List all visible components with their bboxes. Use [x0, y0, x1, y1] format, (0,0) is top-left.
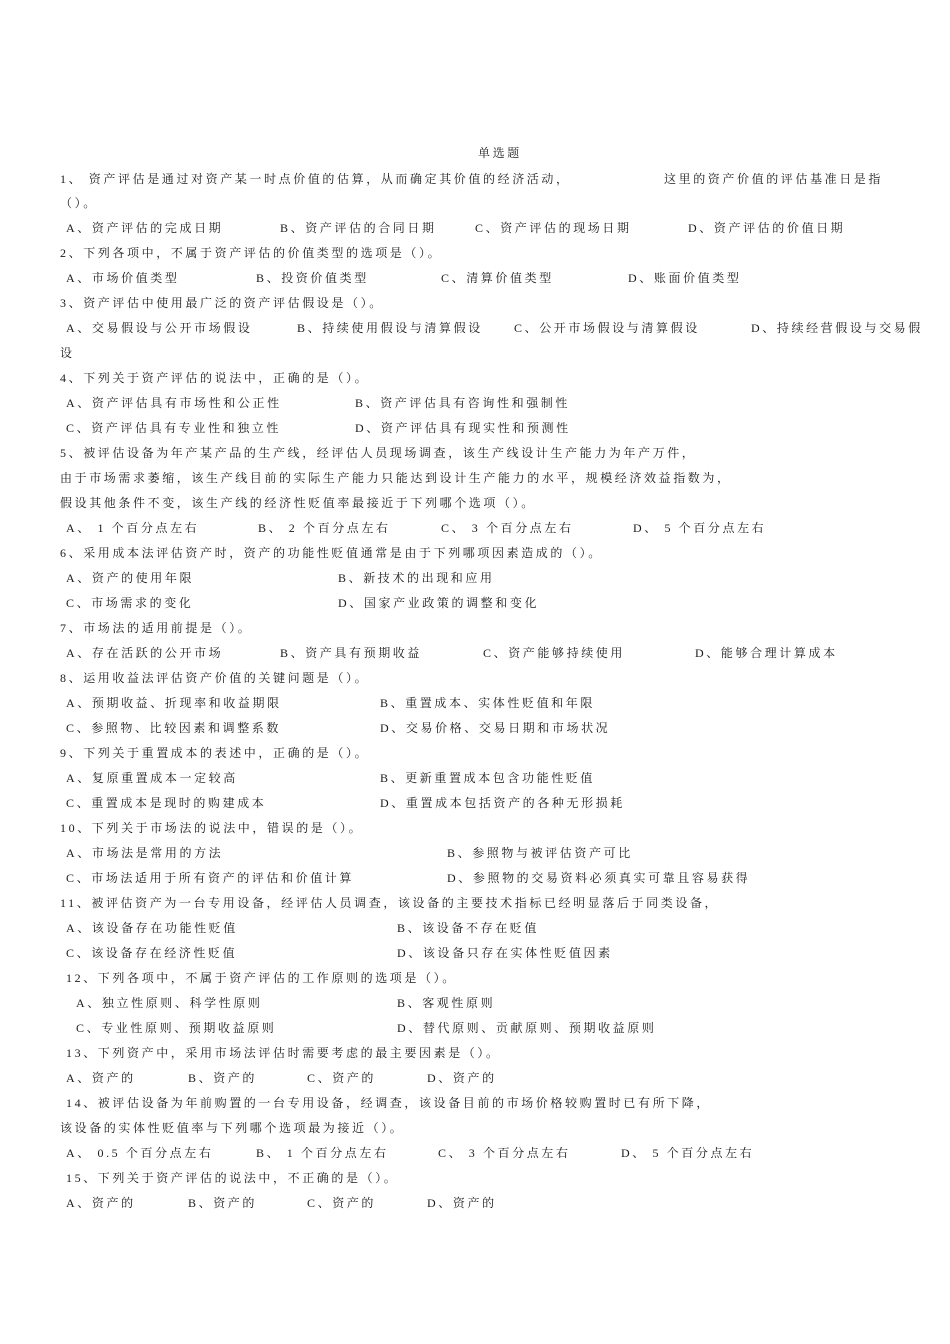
question-3-option-b: B、持续使用假设与清算假设	[297, 321, 483, 335]
question-9-stem: 9、下列关于重置成本的表述中，正确的是（）。	[60, 746, 370, 760]
question-5-stem-line-1: 5、被评估设备为年产某产品的生产线，经评估人员现场调查，该生产线设计生产能力为年产万件，	[60, 446, 697, 460]
question-11-option-b: B、该设备不存在贬值	[397, 921, 540, 935]
question-11-option-a: A、该设备存在功能性贬值	[66, 921, 238, 935]
question-4-option-a: A、资产评估具有市场性和公正性	[66, 396, 282, 410]
question-11-stem: 11、被评估资产为一台专用设备，经评估人员调查，该设备的主要技术指标已经明显落后于同类设备，	[60, 896, 720, 910]
question-11-option-d: D、该设备只存在实体性贬值因素	[397, 946, 613, 960]
question-2-stem: 2、下列各项中，不属于资产评估的价值类型的选项是（）。	[60, 246, 443, 260]
question-14-stem-line-2: 该设备的实体性贬值率与下列哪个选项最为接近（）。	[60, 1121, 405, 1135]
question-1-option-a: A、资产评估的完成日期	[66, 221, 224, 235]
page-title: 单选题	[478, 146, 522, 160]
question-3-option-d-cont: 设	[60, 346, 75, 360]
question-6-option-d: D、国家产业政策的调整和变化	[338, 596, 540, 610]
question-6-option-c: C、市场需求的变化	[66, 596, 194, 610]
question-10-option-c: C、市场法适用于所有资产的评估和价值计算	[66, 871, 355, 885]
question-1-option-c: C、资产评估的现场日期	[475, 221, 632, 235]
question-8-option-c: C、参照物、比较因素和调整系数	[66, 721, 282, 735]
question-7-stem: 7、市场法的适用前提是（）。	[60, 621, 253, 635]
question-4-option-b: B、资产评估具有咨询性和强制性	[355, 396, 571, 410]
question-8-option-b: B、重置成本、实体性贬值和年限	[380, 696, 596, 710]
question-13-option-d: D、资产的	[427, 1071, 497, 1085]
question-10-stem: 10、下列关于市场法的说法中，错误的是（）。	[60, 821, 364, 835]
question-14-option-d: D、 5 个百分点左右	[621, 1146, 755, 1160]
question-15-option-d: D、资产的	[427, 1196, 497, 1210]
question-9-option-a: A、复原重置成本一定较高	[66, 771, 238, 785]
question-2-option-a: A、市场价值类型	[66, 271, 180, 285]
question-2-option-c: C、清算价值类型	[441, 271, 554, 285]
question-13-option-c: C、资产的	[307, 1071, 377, 1085]
question-12-option-b: B、客观性原则	[397, 996, 496, 1010]
question-15-option-c: C、资产的	[307, 1196, 377, 1210]
question-3-option-d: D、持续经营假设与交易假	[751, 321, 923, 335]
question-9-option-d: D、重置成本包括资产的各种无形损耗	[380, 796, 625, 810]
question-14-option-b: B、 1 个百分点左右	[256, 1146, 389, 1160]
question-8-option-a: A、预期收益、折现率和收益期限	[66, 696, 282, 710]
question-8-stem: 8、运用收益法评估资产价值的关键问题是（）。	[60, 671, 370, 685]
question-3-stem: 3、资产评估中使用最广泛的资产评估假设是（）。	[60, 296, 384, 310]
question-7-option-d: D、能够合理计算成本	[695, 646, 838, 660]
question-7-option-c: C、资产能够持续使用	[483, 646, 626, 660]
question-1-option-d: D、资产评估的价值日期	[688, 221, 846, 235]
question-13-option-b: B、资产的	[188, 1071, 258, 1085]
question-5-option-a: A、 1 个百分点左右	[66, 521, 200, 535]
question-15-option-a: A、资产的	[66, 1196, 136, 1210]
question-12-option-d: D、替代原则、贡献原则、预期收益原则	[397, 1021, 657, 1035]
question-5-stem-line-3: 假设其他条件不变，该生产线的经济性贬值率最接近于下列哪个选项（）。	[60, 496, 536, 510]
question-15-stem: 15、下列关于资产评估的说法中，不正确的是（）。	[66, 1171, 399, 1185]
question-8-option-d: D、交易价格、交易日期和市场状况	[380, 721, 611, 735]
question-5-option-c: C、 3 个百分点左右	[441, 521, 574, 535]
question-10-option-d: D、参照物的交易资料必须真实可靠且容易获得	[447, 871, 751, 885]
question-10-option-b: B、参照物与被评估资产可比	[447, 846, 633, 860]
question-1-stem-cont: （）。	[60, 196, 98, 210]
question-7-option-b: B、资产具有预期收益	[280, 646, 423, 660]
question-1-option-b: B、资产评估的合同日期	[280, 221, 437, 235]
question-13-stem: 13、下列资产中，采用市场法评估时需要考虑的最主要因素是（）。	[66, 1046, 501, 1060]
question-7-option-a: A、存在活跃的公开市场	[66, 646, 224, 660]
question-9-option-c: C、重置成本是现时的购建成本	[66, 796, 267, 810]
question-12-option-c: C、专业性原则、预期收益原则	[76, 1021, 277, 1035]
question-9-option-b: B、更新重置成本包含功能性贬值	[380, 771, 596, 785]
question-14-stem-line-1: 14、被评估设备为年前购置的一台专用设备，经调查，该设备目前的市场价格较购置时已有所下降，	[66, 1096, 712, 1110]
question-4-option-d: D、资产评估具有现实性和预测性	[355, 421, 571, 435]
question-14-option-c: C、 3 个百分点左右	[438, 1146, 571, 1160]
question-6-option-a: A、资产的使用年限	[66, 571, 195, 585]
question-13-option-a: A、资产的	[66, 1071, 136, 1085]
question-5-option-d: D、 5 个百分点左右	[633, 521, 767, 535]
question-4-option-c: C、资产评估具有专业性和独立性	[66, 421, 282, 435]
question-15-option-b: B、资产的	[188, 1196, 258, 1210]
question-12-stem: 12、下列各项中，不属于资产评估的工作原则的选项是（）。	[66, 971, 457, 985]
question-1-stem-right: 这里的资产价值的评估基准日是指	[664, 172, 884, 186]
question-6-stem: 6、采用成本法评估资产时，资产的功能性贬值通常是由于下列哪项因素造成的（）。	[60, 546, 603, 560]
question-11-option-c: C、该设备存在经济性贬值	[66, 946, 238, 960]
question-10-option-a: A、市场法是常用的方法	[66, 846, 224, 860]
question-4-stem: 4、下列关于资产评估的说法中，正确的是（）。	[60, 371, 370, 385]
question-1-stem: 1、 资产评估是通过对资产某一时点价值的估算，从而确定其价值的经济活动，	[60, 172, 571, 186]
question-5-option-b: B、 2 个百分点左右	[258, 521, 391, 535]
question-3-option-c: C、公开市场假设与清算假设	[514, 321, 700, 335]
question-14-option-a: A、 0.5 个百分点左右	[66, 1146, 214, 1160]
question-3-option-a: A、交易假设与公开市场假设	[66, 321, 253, 335]
question-6-option-b: B、新技术的出现和应用	[338, 571, 495, 585]
question-5-stem-line-2: 由于市场需求萎缩，该生产线目前的实际生产能力只能达到设计生产能力的水平，规模经济效益指数为，	[60, 471, 732, 485]
question-2-option-d: D、账面价值类型	[628, 271, 742, 285]
question-12-option-a: A、独立性原则、科学性原则	[76, 996, 263, 1010]
question-2-option-b: B、投资价值类型	[256, 271, 369, 285]
